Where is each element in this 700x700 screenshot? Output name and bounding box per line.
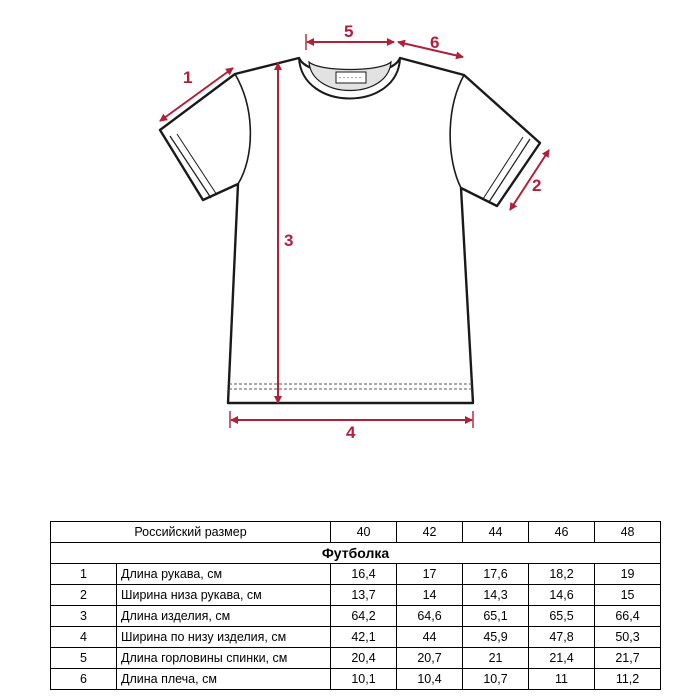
row-label: Длина изделия, см xyxy=(117,606,331,627)
row-index: 6 xyxy=(51,669,117,690)
row-value: 50,3 xyxy=(595,627,661,648)
row-value: 64,2 xyxy=(331,606,397,627)
table-row xyxy=(51,564,661,585)
row-value: 15 xyxy=(595,585,661,606)
row-value: 21 xyxy=(463,648,529,669)
table-row xyxy=(51,648,661,669)
size-header-row xyxy=(51,522,661,543)
row-value: 17,6 xyxy=(463,564,529,585)
row-value: 18,2 xyxy=(529,564,595,585)
row-value: 14,6 xyxy=(529,585,595,606)
table-row xyxy=(51,585,661,606)
row-value: 17 xyxy=(397,564,463,585)
row-index: 1 xyxy=(51,564,117,585)
row-value: 45,9 xyxy=(463,627,529,648)
row-value: 20,4 xyxy=(331,648,397,669)
row-label: Длина горловины спинки, см xyxy=(117,648,331,669)
row-label: Ширина по низу изделия, см xyxy=(117,627,331,648)
product-title: Футболка xyxy=(51,543,661,564)
row-value: 11 xyxy=(529,669,595,690)
row-value: 21,7 xyxy=(595,648,661,669)
row-value: 19 xyxy=(595,564,661,585)
row-value: 21,4 xyxy=(529,648,595,669)
row-index: 2 xyxy=(51,585,117,606)
row-label: Ширина низа рукава, см xyxy=(117,585,331,606)
size-46: 46 xyxy=(529,522,595,543)
size-table xyxy=(50,521,661,690)
row-label: Длина рукава, см xyxy=(117,564,331,585)
row-value: 14 xyxy=(397,585,463,606)
size-44: 44 xyxy=(463,522,529,543)
size-48: 48 xyxy=(595,522,661,543)
row-value: 66,4 xyxy=(595,606,661,627)
tshirt-outline xyxy=(160,58,540,403)
row-value: 44 xyxy=(397,627,463,648)
size-header-label: Российский размер xyxy=(51,522,331,543)
size-40: 40 xyxy=(331,522,397,543)
dim-2-label: 2 xyxy=(532,176,542,195)
row-value: 14,3 xyxy=(463,585,529,606)
row-value: 65,5 xyxy=(529,606,595,627)
dim-1-label: 1 xyxy=(183,68,193,87)
row-index: 3 xyxy=(51,606,117,627)
table-row xyxy=(51,627,661,648)
row-value: 42,1 xyxy=(331,627,397,648)
dim-4-label: 4 xyxy=(346,423,356,442)
row-value: 10,7 xyxy=(463,669,529,690)
row-index: 4 xyxy=(51,627,117,648)
product-title-row xyxy=(51,543,661,564)
size-42: 42 xyxy=(397,522,463,543)
row-value: 65,1 xyxy=(463,606,529,627)
row-value: 10,1 xyxy=(331,669,397,690)
table-row xyxy=(51,669,661,690)
dim-5-label: 5 xyxy=(344,22,354,41)
row-value: 13,7 xyxy=(331,585,397,606)
row-value: 64,6 xyxy=(397,606,463,627)
row-value: 16,4 xyxy=(331,564,397,585)
table-row xyxy=(51,606,661,627)
dim-6-label: 6 xyxy=(430,33,440,52)
row-value: 10,4 xyxy=(397,669,463,690)
row-index: 5 xyxy=(51,648,117,669)
row-label: Длина плеча, см xyxy=(117,669,331,690)
row-value: 47,8 xyxy=(529,627,595,648)
dim-3-label: 3 xyxy=(284,231,294,250)
row-value: 11,2 xyxy=(595,669,661,690)
row-value: 20,7 xyxy=(397,648,463,669)
